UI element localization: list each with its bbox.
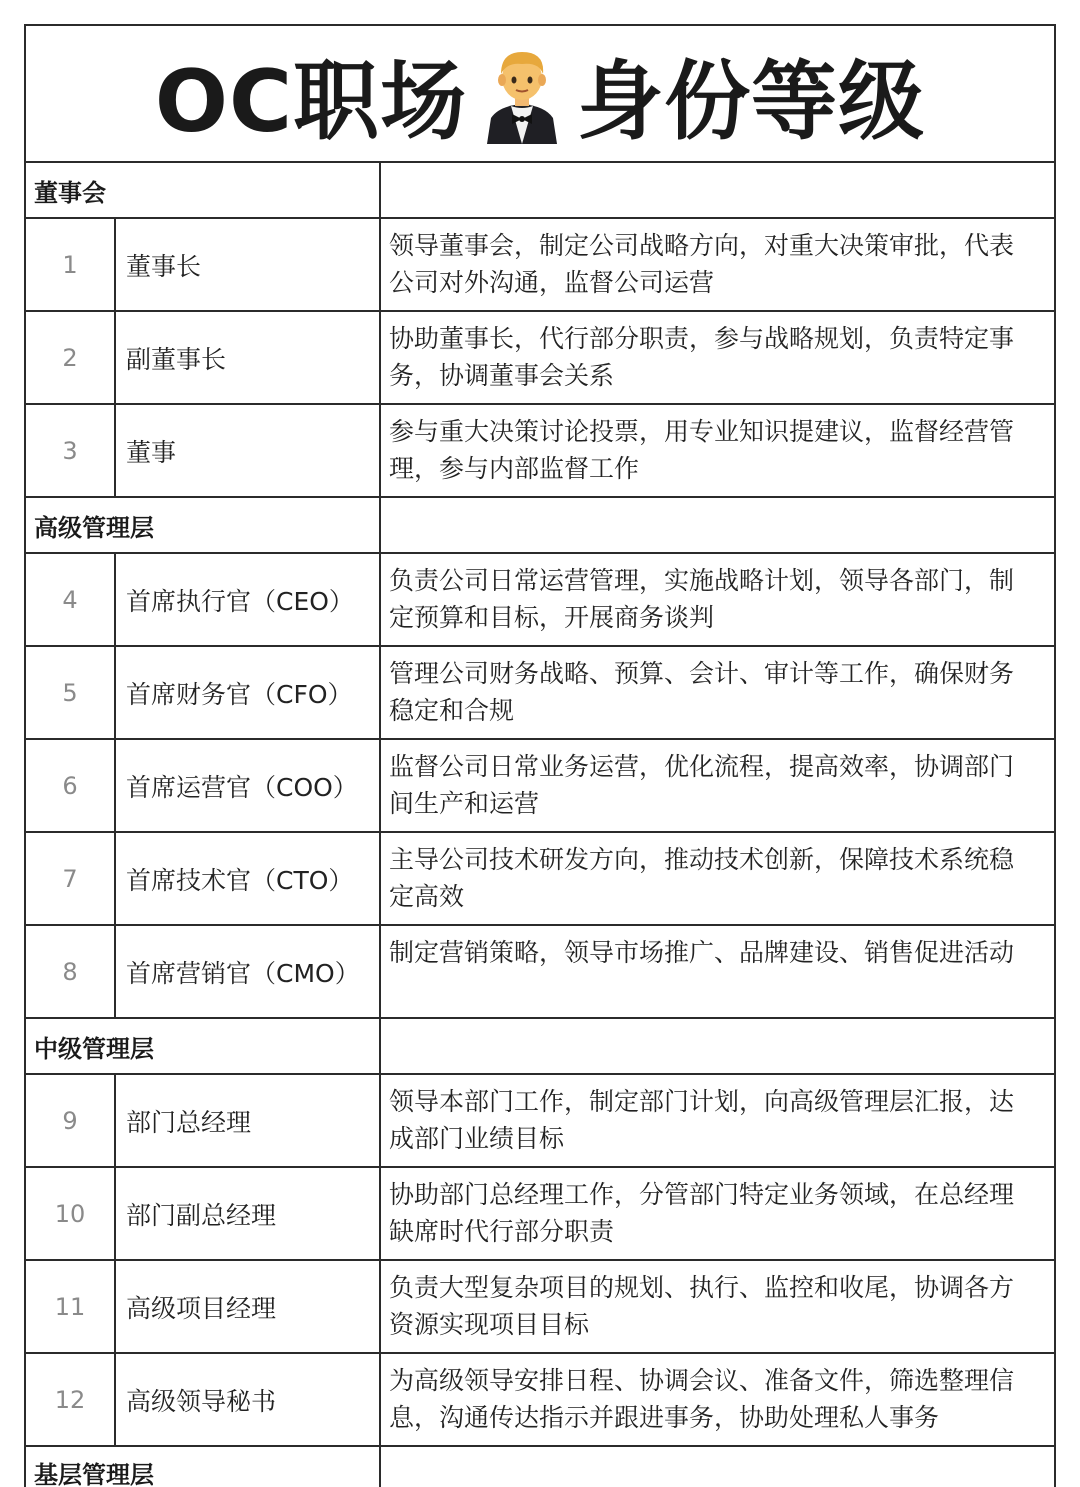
table-row — [26, 647, 1054, 740]
row-number: 6 — [26, 740, 116, 831]
table-row — [26, 554, 1054, 647]
role-description: 监督公司日常业务运营，优化流程，提高效率，协调部门间生产和运营 — [389, 752, 1015, 818]
role-title: 副董事长 — [116, 312, 381, 403]
row-number: 10 — [26, 1168, 116, 1259]
row-number: 3 — [26, 405, 116, 496]
section-header — [26, 1019, 1054, 1075]
role-description: 为高级领导安排日程、协调会议、准备文件，筛选整理信息，沟通传达指示并跟进事务，协助处理私人事务 — [389, 1366, 1015, 1432]
role-description: 协助部门总经理工作，分管部门特定业务领域，在总经理缺席时代行部分职责 — [389, 1180, 1015, 1246]
title-suffix: 身份等级 — [577, 51, 926, 152]
role-description: 管理公司财务战略、预算、会计、审计等工作，确保财务稳定和合规 — [389, 659, 1015, 725]
section-header — [26, 498, 1054, 554]
page-title — [26, 26, 1054, 163]
role-description: 参与重大决策讨论投票，用专业知识提建议，监督经营管理，参与内部监督工作 — [389, 417, 1015, 483]
table-row — [26, 1075, 1054, 1168]
section-header-cut — [26, 1447, 1054, 1487]
role-title: 董事 — [116, 405, 381, 496]
role-description: 领导董事会，制定公司战略方向，对重大决策审批，代表公司对外沟通，监督公司运营 — [389, 231, 1015, 297]
role-title: 部门总经理 — [116, 1075, 381, 1166]
section-name: 高级管理层 — [26, 498, 381, 552]
section-name: 基层管理层 — [26, 1447, 381, 1487]
row-number: 11 — [26, 1261, 116, 1352]
role-description: 负责公司日常运营管理，实施战略计划，领导各部门，制定预算和目标，开展商务谈判 — [389, 566, 1015, 632]
role-description: 主导公司技术研发方向，推动技术创新，保障技术系统稳定高效 — [389, 845, 1015, 911]
role-title: 董事长 — [116, 219, 381, 310]
role-title: 首席财务官（CFO） — [116, 647, 381, 738]
row-number: 8 — [26, 926, 116, 1017]
man-in-tuxedo-emoji-icon — [479, 44, 565, 144]
section-name: 中级管理层 — [26, 1019, 381, 1073]
table-row — [26, 219, 1054, 312]
table-row — [26, 1354, 1054, 1447]
role-title: 首席技术官（CTO） — [116, 833, 381, 924]
role-title: 首席营销官（CMO） — [116, 926, 381, 1017]
row-number: 12 — [26, 1354, 116, 1445]
role-title: 高级领导秘书 — [116, 1354, 381, 1445]
row-number: 4 — [26, 554, 116, 645]
table-row — [26, 1261, 1054, 1354]
role-description: 领导本部门工作，制定部门计划，向高级管理层汇报，达成部门业绩目标 — [389, 1087, 1015, 1153]
job-level-table — [24, 24, 1056, 1487]
table-row — [26, 405, 1054, 498]
title-prefix: OC职场 — [154, 51, 468, 152]
role-title: 部门副总经理 — [116, 1168, 381, 1259]
row-number: 1 — [26, 219, 116, 310]
role-title: 首席运营官（COO） — [116, 740, 381, 831]
row-number: 5 — [26, 647, 116, 738]
table-row — [26, 740, 1054, 833]
role-description: 负责大型复杂项目的规划、执行、监控和收尾，协调各方资源实现项目目标 — [389, 1273, 1015, 1339]
role-title: 高级项目经理 — [116, 1261, 381, 1352]
section-name: 董事会 — [26, 163, 381, 217]
row-number: 9 — [26, 1075, 116, 1166]
section-header — [26, 163, 1054, 219]
role-description: 协助董事长，代行部分职责，参与战略规划，负责特定事务，协调董事会关系 — [389, 324, 1015, 390]
role-title: 首席执行官（CEO） — [116, 554, 381, 645]
table-row — [26, 312, 1054, 405]
row-number: 2 — [26, 312, 116, 403]
table-row — [26, 833, 1054, 926]
row-number: 7 — [26, 833, 116, 924]
table-row — [26, 1168, 1054, 1261]
role-description: 制定营销策略，领导市场推广、品牌建设、销售促进活动 — [389, 938, 1015, 967]
table-row — [26, 926, 1054, 1019]
